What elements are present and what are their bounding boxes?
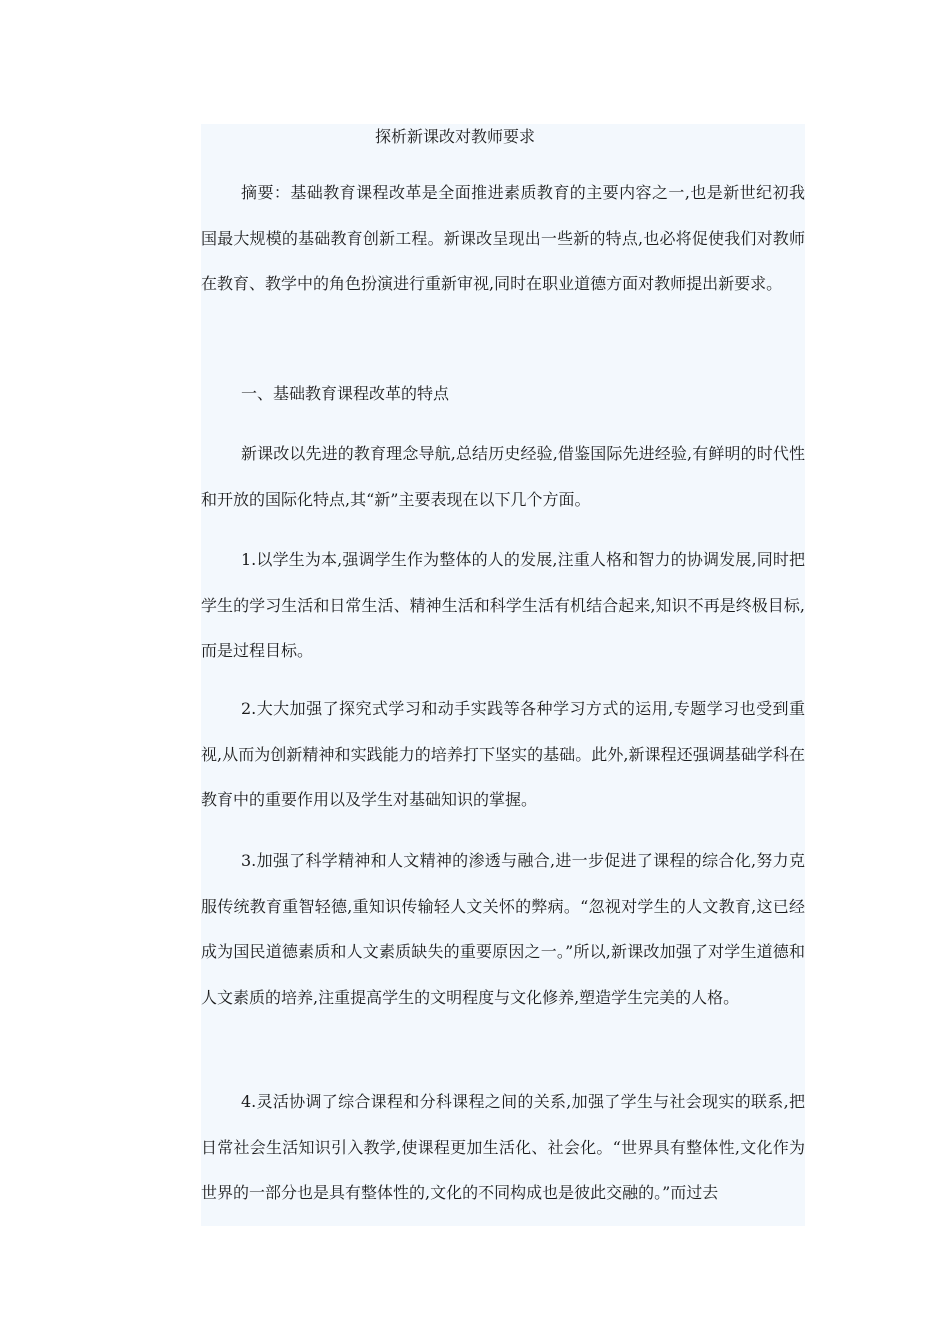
section-heading: 一、基础教育课程改革的特点	[241, 384, 450, 403]
document-title: 探析新课改对教师要求	[375, 127, 536, 146]
document-page	[201, 124, 805, 1226]
point-2-paragraph: 2.大大加强了探究式学习和动手实践等各种学习方式的运用,专题学习也受到重视,从而为创新精神和实践能力的培养打下坚实的基础。此外,新课程还强调基础学科在教育中的重要作用以及学生对基础知识的掌握。	[201, 699, 805, 810]
point-4-paragraph: 4.灵活协调了综合课程和分科课程之间的关系,加强了学生与社会现实的联系,把日常社会生活知识引入教学,使课程更加生活化、社会化。“世界具有整体性,文化作为世界的一部分也是具有整体性的,文化的不同构成也是彼此交融的。”而过去	[201, 1092, 805, 1203]
abstract-paragraph: 摘要：基础教育课程改革是全面推进素质教育的主要内容之一,也是新世纪初我国最大规模的基础教育创新工程。新课改呈现出一些新的特点,也必将促使我们对教师在教育、教学中的角色扮演进行重新审视,同时在职业道德方面对教师提出新要求。	[201, 183, 805, 294]
point-1-paragraph: 1.以学生为本,强调学生作为整体的人的发展,注重人格和智力的协调发展,同时把学生的学习生活和日常生活、精神生活和科学生活有机结合起来,知识不再是终极目标,而是过程目标。	[201, 550, 805, 661]
intro-paragraph: 新课改以先进的教育理念导航,总结历史经验,借鉴国际先进经验,有鲜明的时代性和开放的国际化特点,其“新”主要表现在以下几个方面。	[201, 444, 805, 509]
point-3-paragraph: 3.加强了科学精神和人文精神的渗透与融合,进一步促进了课程的综合化,努力克服传统教育重智轻德,重知识传输轻人文关怀的弊病。“忽视对学生的人文教育,这已经成为国民道德素质和人文素质缺失的重要原因之一。”所以,新课改加强了对学生道德和人文素质的培养,注重提高学生的文明程度与文化修养,塑造学生完美的人格。	[201, 851, 805, 1007]
